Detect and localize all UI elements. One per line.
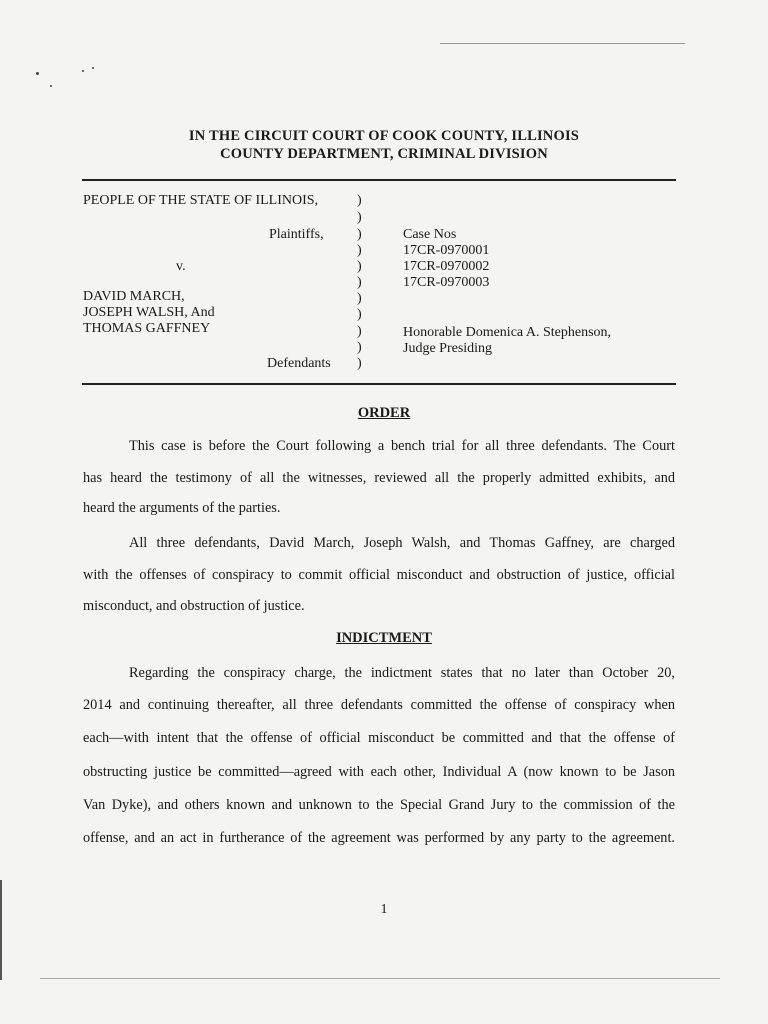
case-number: 17CR-0970003 [403, 275, 490, 290]
defendant-1: DAVID MARCH, [83, 289, 185, 304]
scan-speck [92, 67, 94, 69]
case-number: 17CR-0970002 [403, 259, 490, 274]
caption-paren: ) [357, 356, 362, 371]
scan-speck [50, 85, 52, 87]
caption-paren: ) [357, 193, 362, 208]
case-number: 17CR-0970001 [403, 243, 490, 258]
caption-paren: ) [357, 243, 362, 258]
scan-speck [36, 72, 39, 75]
order-text-line: with the offenses of conspiracy to commit official misconduct and obstruction of justice, official [83, 567, 675, 583]
caption-paren: ) [357, 259, 362, 274]
caption-paren: ) [357, 210, 362, 225]
page-number: 1 [380, 902, 388, 917]
indictment-heading: INDICTMENT [336, 630, 432, 646]
judge-name: Honorable Domenica A. Stephenson, [403, 325, 612, 340]
court-name: IN THE CIRCUIT COURT OF COOK COUNTY, ILLINOIS [188, 128, 580, 144]
plaintiff-role: Plaintiffs, [269, 227, 324, 242]
indictment-text-line: obstructing justice be committed—agreed with each other, Individual A (now known to be Jason [83, 764, 675, 780]
judge-title: Judge Presiding [403, 341, 493, 356]
order-text-line: has heard the testimony of all the witnesses, reviewed all the properly admitted exhibits, and [83, 470, 675, 486]
indictment-text-line: offense, and an act in furtherance of the agreement was performed by any party to the agreement. [83, 830, 675, 846]
caption-paren: ) [357, 275, 362, 290]
order-text-line: This case is before the Court following a bench trial for all three defendants. The Court [129, 438, 675, 454]
caption-paren: ) [357, 307, 362, 322]
order-text-line: All three defendants, David March, Joseph Walsh, and Thomas Gaffney, are charged [129, 535, 675, 551]
order-heading: ORDER [357, 405, 411, 421]
scan-mark-bottom [40, 978, 720, 979]
scan-mark-top [440, 43, 685, 44]
indictment-text-line: each—with intent that the offense of official misconduct be committed and that the offense of [83, 730, 675, 746]
defendant-role: Defendants [267, 356, 331, 371]
order-text-line: misconduct, and obstruction of justice. [83, 598, 305, 614]
versus: v. [176, 259, 186, 274]
indictment-text-line: 2014 and continuing thereafter, all three defendants committed the offense of conspiracy when [83, 697, 675, 713]
indictment-text-line: Van Dyke), and others known and unknown to the Special Grand Jury to the commission of the [83, 797, 675, 813]
caption-top-rule [82, 179, 676, 181]
caption-paren: ) [357, 291, 362, 306]
plaintiff-name: PEOPLE OF THE STATE OF ILLINOIS, [83, 193, 319, 208]
defendant-3: THOMAS GAFFNEY [83, 321, 211, 336]
scan-edge-left [0, 880, 2, 980]
indictment-text-line: Regarding the conspiracy charge, the indictment states that no later than October 20, [129, 665, 675, 681]
court-division: COUNTY DEPARTMENT, CRIMINAL DIVISION [220, 146, 548, 162]
caption-bottom-rule [82, 383, 676, 385]
caption-paren: ) [357, 324, 362, 339]
caption-paren: ) [357, 227, 362, 242]
scan-speck [82, 70, 84, 72]
defendant-2: JOSEPH WALSH, And [83, 305, 215, 320]
case-label: Case Nos [403, 227, 457, 242]
caption-paren: ) [357, 340, 362, 355]
order-text-line: heard the arguments of the parties. [83, 500, 281, 516]
